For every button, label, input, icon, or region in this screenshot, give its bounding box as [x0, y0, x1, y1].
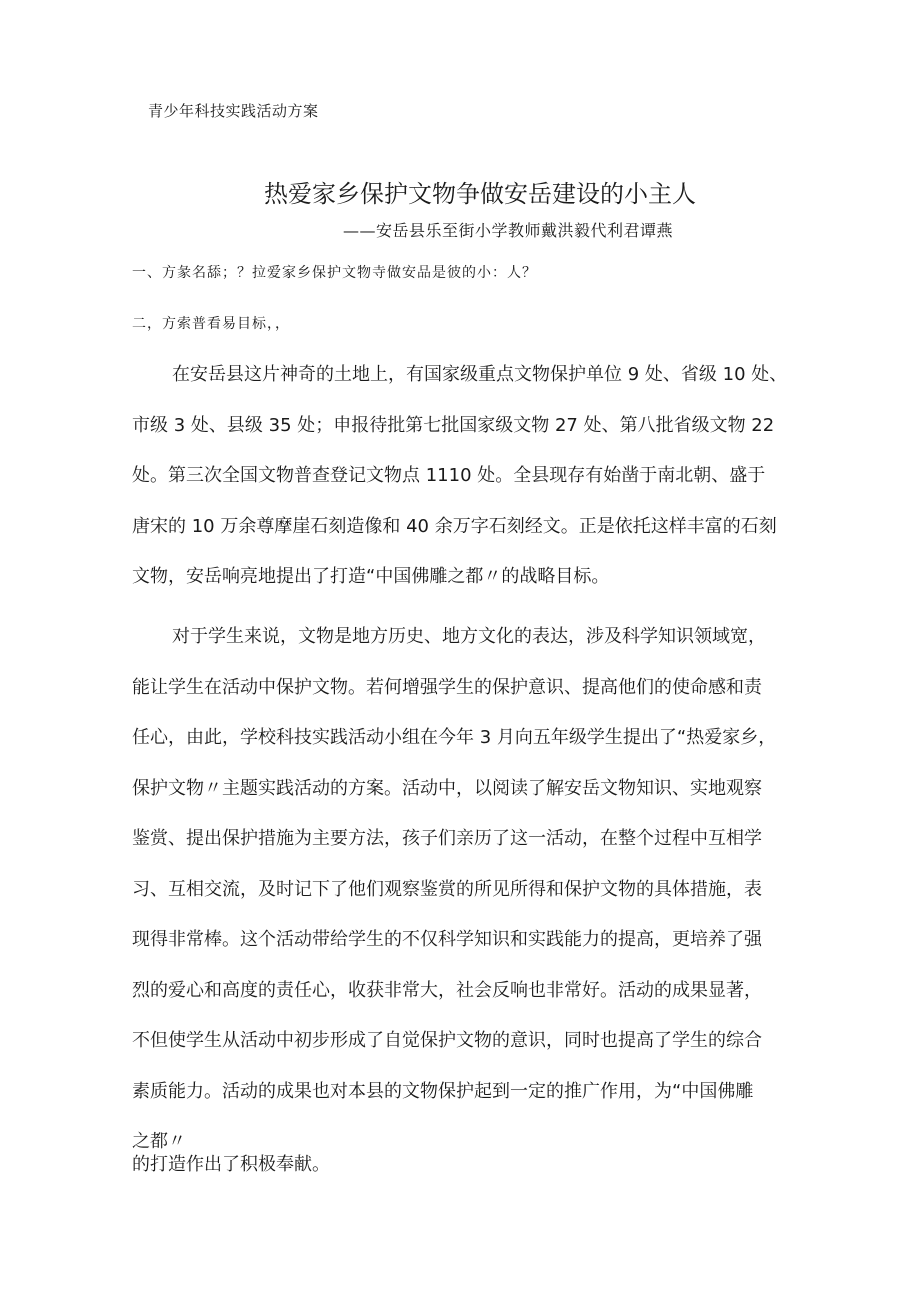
section-heading-1: 一、方彖名舔；？拉爱家乡保护文物寺做安品是彼的小：人？ [132, 265, 537, 281]
paragraph-line: 对于学生来说，文物是地方历史、地方文化的表达，涉及科学知识领域宽， [172, 626, 766, 647]
paragraph-line: 习、互相交流，及时记下了他们观察鉴赏的所见所得和保护文物的具体措施，表 [132, 878, 762, 900]
paragraph-line: 现得非常棒。这个活动带给学生的不仅科学知识和实践能力的提高，更培养了强 [132, 929, 762, 950]
paragraph-line: 文物，安岳响亮地提出了打造“中国佛雕之都〃的战略目标。 [132, 566, 610, 587]
paragraph-line: 素质能力。活动的成果也对本县的文物保护起到一定的推广作用，为“中国佛雕 [132, 1080, 754, 1102]
paragraph-line: 烈的爱心和高度的责任心，收获非常大，社会反响也非常好。活动的成果显著， [132, 979, 762, 1001]
paragraph-2 [132, 612, 852, 1168]
paragraph-line: 任心，由此，学校科技实践活动小组在今年 3 月向五年级学生提出了“热爱家乡， [132, 727, 777, 748]
closing-line: 的打造作出了积极奉献。 [132, 1154, 330, 1175]
paragraph-line: 处。第三次全国文物普查登记文物点 1110 处。全县现存有始凿于南北朝、盛于 [132, 465, 766, 486]
section-heading-2: 二，方索普看易目标，， [132, 316, 290, 332]
author-byline: ——安岳县乐至街小学教师戴洪毅代利君谭燕 [343, 221, 674, 240]
header-note: 青少年科技实践活动方案 [148, 102, 319, 120]
paragraph-line: 保护文物〃主题实践活动的方案。活动中，以阅读了解安岳文物知识、实地观察 [132, 777, 762, 799]
paragraph-line: 不但使学生从活动中初步形成了自觉保护文物的意识，同时也提高了学生的综合 [132, 1030, 762, 1051]
paragraph-line: 市级 3 处、县级 35 处；申报待批第七批国家级文物 27 处、第八批省级文物 22 [132, 414, 775, 436]
document-title: 热爱家乡保护文物争做安岳建设的小主人 [264, 180, 696, 208]
paragraph-line: 鉴赏、提出保护措施为主要方法，孩子们亲历了这一活动，在整个过程中互相学 [132, 828, 762, 849]
paragraph-line: 在安岳县这片神奇的土地上，有国家级重点文物保护单位 9 处、省级 10 处、 [172, 364, 788, 385]
paragraph-line: 之都〃 [132, 1131, 186, 1152]
paragraph-line: 唐宋的 10 万余尊摩崖石刻造像和 40 余万字石刻经文。正是依托这样丰富的石刻 [132, 515, 777, 537]
paragraph-1 [132, 350, 852, 603]
paragraph-line: 能让学生在活动中保护文物。若何增强学生的保护意识、提高他们的使命感和责 [132, 676, 762, 698]
